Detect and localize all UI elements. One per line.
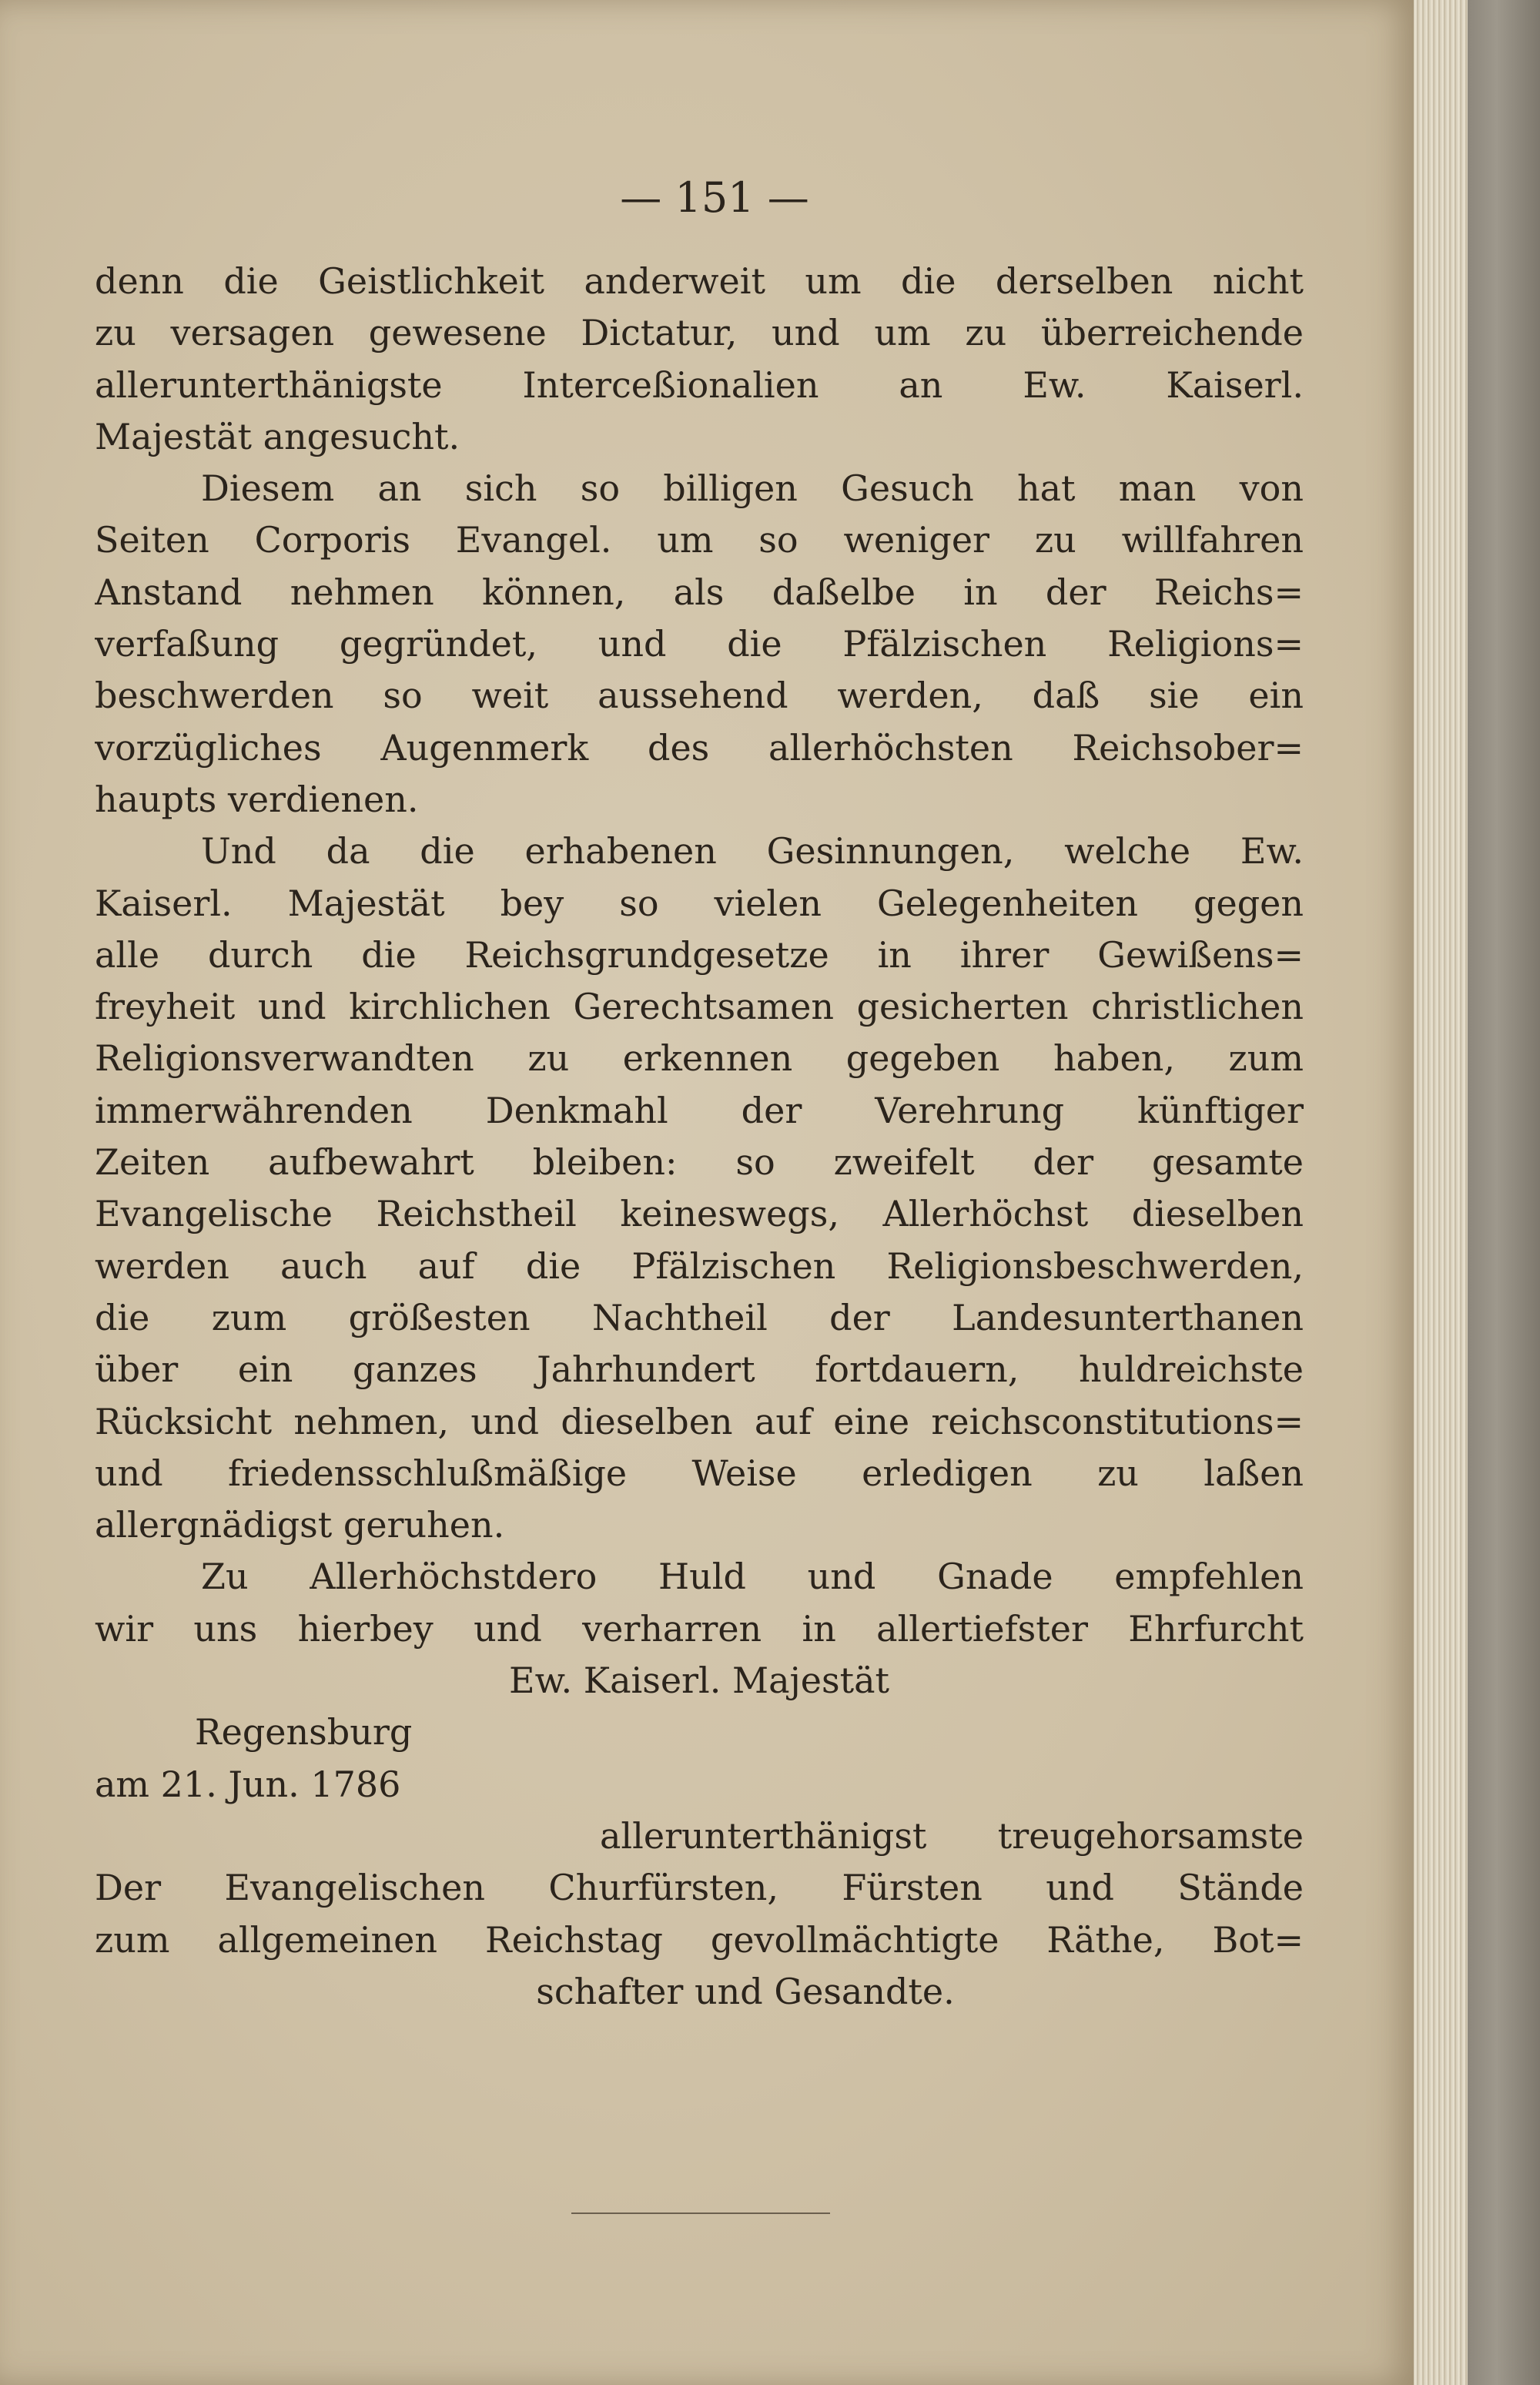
text-line: zu versagen gewesene Dictatur, und um zu überreichende: [95, 312, 1304, 354]
text-line: Seiten Corporis Evangel. um so weniger zu willfahren: [95, 519, 1304, 561]
page-number: — 151 —: [620, 173, 809, 222]
signature-line: zum allgemeinen Reichstag gevollmächtigte Räthe, Bot=: [95, 1918, 1304, 1961]
closing-place: Regensburg: [195, 1711, 413, 1754]
signature-line: Der Evangelischen Churfürsten, Fürsten und Stände: [95, 1867, 1304, 1909]
text-line: allergnädigst geruhen.: [95, 1504, 505, 1546]
closing-address: Ew. Kaiserl. Majestät: [508, 1660, 890, 1702]
text-line: Und da die erhabenen Gesinnungen, welche Ew.: [201, 830, 1304, 873]
end-rule: [571, 2212, 830, 2214]
page-edges: [1414, 0, 1468, 2385]
text-line: die zum größesten Nachtheil der Landesunterthanen: [95, 1296, 1304, 1338]
text-line: und friedensschlußmäßige Weise erledigen zu laßen: [95, 1452, 1304, 1494]
text-line: denn die Geistlichkeit anderweit um die derselben nicht: [95, 260, 1304, 302]
text-line: immerwährenden Denkmahl der Verehrung künftiger: [95, 1089, 1304, 1131]
page-text: [95, 171, 1304, 2018]
text-line: vorzügliches Augenmerk des allerhöchsten Reichsober=: [95, 726, 1304, 769]
text-line: Kaiserl. Majestät bey so vielen Gelegenheiten gegen: [95, 882, 1304, 924]
text-line: wir uns hierbey und verharren in allertiefster Ehrfurcht: [95, 1607, 1304, 1650]
text-line: verfaßung gegründet, und die Pfälzischen Religions=: [95, 623, 1304, 665]
text-line: werden auch auf die Pfälzischen Religionsbeschwerden,: [95, 1244, 1304, 1287]
text-line: allerunterthänigste Interceßionalien an Ew. Kaiserl.: [95, 363, 1304, 406]
text-line: Zu Allerhöchstdero Huld und Gnade empfehlen: [201, 1556, 1304, 1598]
signature-line: schafter und Gesandte.: [536, 1970, 955, 2012]
text-line: beschwerden so weit aussehend werden, daß sie ein: [95, 675, 1304, 717]
text-line: haupts verdienen.: [95, 778, 419, 820]
text-line: Religionsverwandten zu erkennen gegeben haben, zum: [95, 1037, 1304, 1080]
text-line: alle durch die Reichsgrundgesetze in ihrer Gewißens=: [95, 933, 1304, 976]
text-line: freyheit und kirchlichen Gerechtsamen gesicherten christlichen: [95, 986, 1304, 1028]
text-line: Majestät angesucht.: [95, 415, 460, 457]
text-line: Anstand nehmen können, als daßelbe in der Reichs=: [95, 571, 1304, 613]
text-line: Evangelische Reichstheil keineswegs, Allerhöchst dieselben: [95, 1193, 1304, 1235]
book-cover-edge: [1468, 0, 1540, 2385]
text-line: Zeiten aufbewahrt bleiben: so zweifelt der gesamte: [95, 1141, 1304, 1184]
signature-line: allerunterthänigst treugehorsamste: [600, 1814, 1304, 1857]
closing-date: am 21. Jun. 1786: [95, 1763, 401, 1805]
text-line: über ein ganzes Jahrhundert fortdauern, huldreichste: [95, 1348, 1304, 1391]
text-line: Rücksicht nehmen, und dieselben auf eine reichsconstitutions=: [95, 1400, 1304, 1442]
text-line: Diesem an sich so billigen Gesuch hat man von: [201, 467, 1304, 510]
